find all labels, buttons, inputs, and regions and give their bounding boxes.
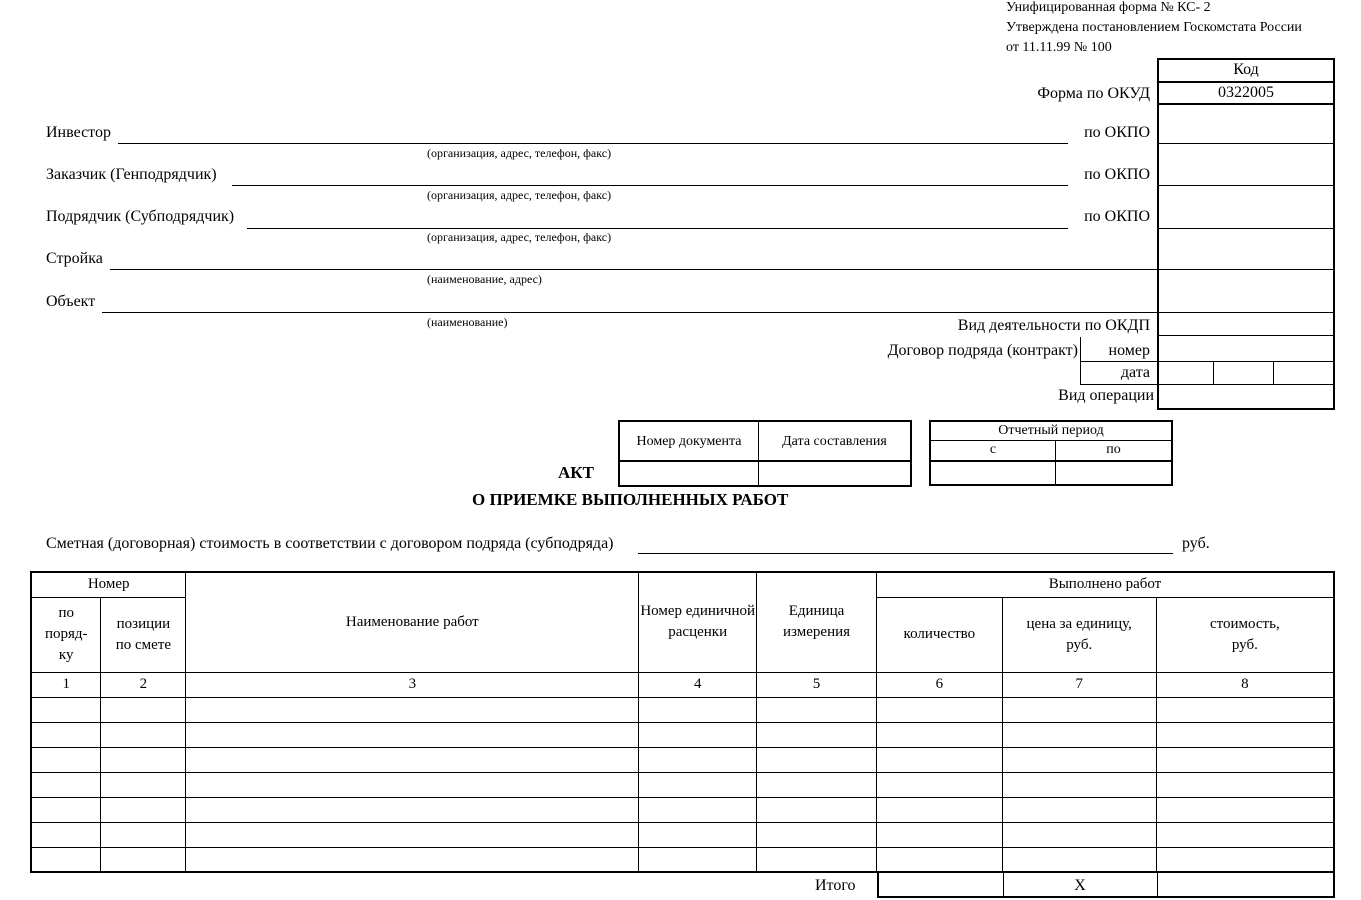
col7-header: цена за единицу, руб. [1002,597,1156,672]
investor-label: Инвестор [46,124,111,141]
itogo-x-mark: Х [1074,877,1086,894]
col-number: 7 [1002,672,1156,697]
cost-field[interactable] [638,553,1173,554]
col6-header: количество [876,597,1002,672]
table-cell[interactable] [757,697,877,722]
stroyka-label: Стройка [46,250,103,267]
contractor-field[interactable] [247,228,1068,229]
table-cell[interactable] [639,822,757,847]
stroyka-field[interactable] [110,269,1157,270]
table-cell[interactable] [1156,722,1334,747]
object-field[interactable] [102,312,1157,313]
table-cell[interactable] [639,772,757,797]
table-cell[interactable] [1002,822,1156,847]
table-cell[interactable] [186,772,639,797]
col4-header: Номер единичной расценки [639,572,757,672]
doc-number-header: Номер документа [619,421,759,461]
table-cell[interactable] [757,722,877,747]
table-cell[interactable] [101,822,186,847]
table-cell[interactable] [639,722,757,747]
table-cell[interactable] [31,697,101,722]
customer-hint: (организация, адрес, телефон, факс) [427,188,612,202]
operation-label: Вид операции [1058,387,1154,404]
col2-header: позиции по смете [101,597,186,672]
table-row [31,747,1334,772]
table-cell[interactable] [639,797,757,822]
table-cell[interactable] [757,747,877,772]
table-cell[interactable] [101,697,186,722]
works-table [30,571,1335,873]
table-cell[interactable] [1156,772,1334,797]
col-number: 8 [1156,672,1334,697]
table-cell[interactable] [186,797,639,822]
table-cell[interactable] [757,847,877,872]
doc-date-cell[interactable] [759,461,912,486]
doc-number-cell[interactable] [619,461,759,486]
table-cell[interactable] [1002,722,1156,747]
contract-date-label: дата [1120,364,1150,381]
table-cell[interactable] [876,847,1002,872]
okpo-label-customer: по ОКПО [1084,166,1150,183]
table-row [31,847,1334,872]
cost-unit: руб. [1182,535,1210,552]
table-cell[interactable] [186,747,639,772]
col-number: 5 [757,672,877,697]
table-cell[interactable] [876,797,1002,822]
table-cell[interactable] [1156,697,1334,722]
doc-info-table [618,420,912,487]
table-cell[interactable] [101,797,186,822]
table-cell[interactable] [876,822,1002,847]
table-cell[interactable] [1156,747,1334,772]
table-row [31,797,1334,822]
table-cell[interactable] [1156,797,1334,822]
contract-label: Договор подряда (контракт) [887,342,1078,359]
object-label: Объект [46,293,96,310]
itogo-label: Итого [815,877,856,894]
contractor-label: Подрядчик (Субподрядчик) [46,208,235,225]
object-hint: (наименование) [427,315,508,329]
period-from-cell[interactable] [930,461,1056,485]
table-cell[interactable] [876,772,1002,797]
table-cell[interactable] [1156,822,1334,847]
col5-header: Единица измерения [757,572,877,672]
column-numbers-row [31,672,1334,697]
kod-header: Код [1233,61,1259,78]
table-cell[interactable] [31,847,101,872]
done-header: Выполнено работ [876,572,1334,597]
period-to-cell[interactable] [1056,461,1173,485]
table-cell[interactable] [186,822,639,847]
table-cell[interactable] [876,747,1002,772]
table-cell[interactable] [101,747,186,772]
table-cell[interactable] [757,772,877,797]
form-code-line: Унифицированная форма № КС- 2 [1006,0,1211,15]
approval-date-line: от 11.11.99 № 100 [1006,40,1112,55]
okdp-label: Вид деятельности по ОКДП [957,317,1150,334]
table-cell[interactable] [1002,847,1156,872]
customer-field[interactable] [232,185,1068,186]
table-cell[interactable] [31,772,101,797]
approval-line: Утверждена постановлением Госкомстата России [1006,20,1302,35]
table-cell[interactable] [186,697,639,722]
table-row [31,822,1334,847]
table-cell[interactable] [639,697,757,722]
period-from-header: с [930,441,1056,461]
act-subtitle: О ПРИЕМКЕ ВЫПОЛНЕННЫХ РАБОТ [472,490,789,509]
table-cell[interactable] [757,797,877,822]
table-cell[interactable] [31,822,101,847]
table-cell[interactable] [639,747,757,772]
customer-label: Заказчик (Генподрядчик) [46,166,217,183]
period-table [929,420,1173,486]
okpo-label-investor: по ОКПО [1084,124,1150,141]
table-cell[interactable] [186,847,639,872]
code-column [1157,58,1335,410]
col-number: 2 [101,672,186,697]
table-cell[interactable] [101,722,186,747]
table-row [31,722,1334,747]
table-cell[interactable] [876,697,1002,722]
okud-value: 0322005 [1218,84,1274,101]
period-header: Отчетный период [930,421,1172,441]
table-cell[interactable] [876,722,1002,747]
table-cell[interactable] [1002,797,1156,822]
col1-header: по поряд- ку [31,597,101,672]
table-cell[interactable] [31,722,101,747]
table-cell[interactable] [186,722,639,747]
col8-header: стоимость, руб. [1156,597,1334,672]
contract-number-label: номер [1108,342,1150,359]
okpo-label-contractor: по ОКПО [1084,208,1150,225]
table-cell[interactable] [101,847,186,872]
col-number: 4 [639,672,757,697]
table-cell[interactable] [1156,847,1334,872]
table-row [31,697,1334,722]
table-cell[interactable] [31,747,101,772]
table-cell[interactable] [639,847,757,872]
col-number: 1 [31,672,101,697]
col3-header: Наименование работ [186,572,639,672]
act-title: АКТ [558,463,594,482]
okud-label: Форма по ОКУД [1037,85,1150,102]
period-to-header: по [1056,441,1173,461]
table-cell[interactable] [31,797,101,822]
doc-date-header: Дата составления [759,421,912,461]
table-cell[interactable] [101,772,186,797]
cost-label: Сметная (договорная) стоимость в соответствии с договором подряда (субподряда) [46,535,614,552]
table-cell[interactable] [1002,747,1156,772]
table-cell[interactable] [1002,697,1156,722]
table-row [31,772,1334,797]
investor-hint: (организация, адрес, телефон, факс) [427,146,612,160]
col-number: 6 [876,672,1002,697]
contractor-hint: (организация, адрес, телефон, факс) [427,230,612,244]
table-cell[interactable] [757,822,877,847]
nomer-header: Номер [31,572,186,597]
table-cell[interactable] [1002,772,1156,797]
col-number: 3 [186,672,639,697]
stroyka-hint: (наименование, адрес) [427,272,542,286]
investor-field[interactable] [118,143,1068,144]
